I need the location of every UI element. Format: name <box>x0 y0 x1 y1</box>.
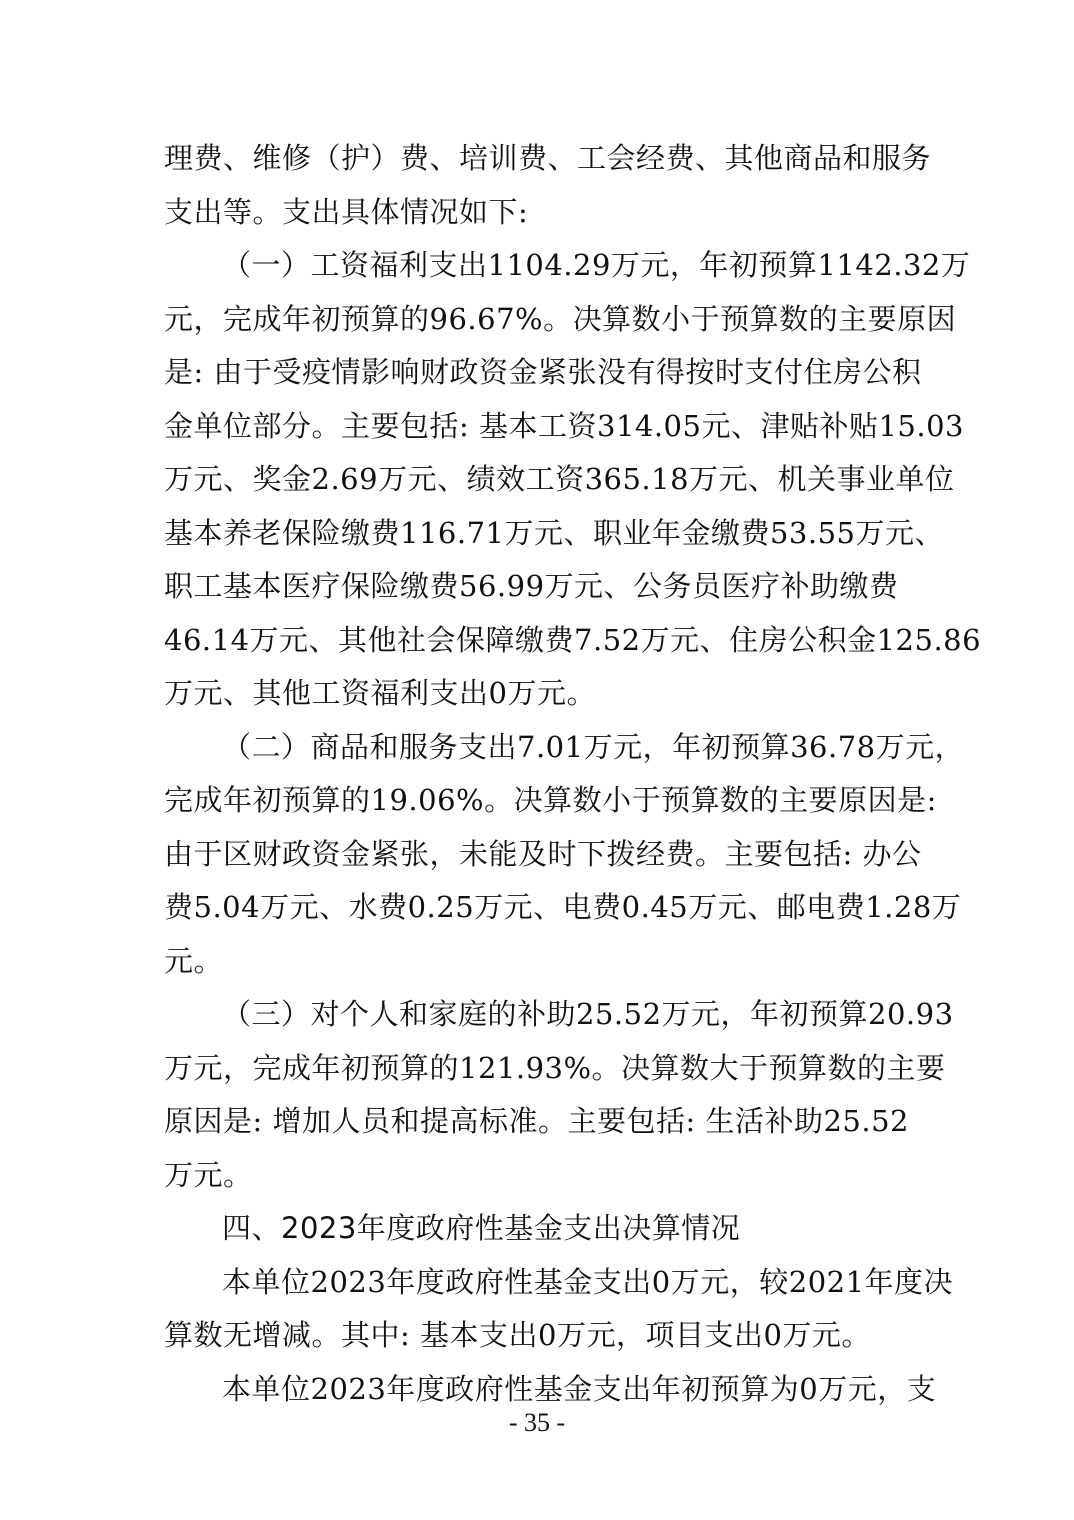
text-line: 是: 由于受疫情影响财政资金紧张没有得按时支付住房公积 <box>164 355 922 389</box>
paragraph-start-fund-budget: 本单位2023年度政府性基金支出年初预算为0万元，支 <box>222 1371 937 1406</box>
page-number: - 35 - <box>508 1408 566 1437</box>
text-line: 元。 <box>164 943 224 978</box>
paragraph-start-fund-expenditure: 本单位2023年度政府性基金支出0万元，较2021年度决 <box>222 1264 954 1299</box>
text-line: 支出等。支出具体情况如下: <box>164 194 529 229</box>
paragraph-start-wages: （一）工资福利支出1104.29万元，年初预算1142.32万 <box>222 248 971 282</box>
text-line: 万元、奖金2.69万元、绩效工资365.18万元、机关事业单位 <box>164 462 955 496</box>
text-line: 原因是: 增加人员和提高标准。主要包括: 生活补助25.52 <box>164 1104 909 1138</box>
text-line: 职工基本医疗保险缴费56.99万元、公务员医疗补助缴费 <box>164 569 899 603</box>
paragraph-start-subsidies: （三）对个人和家庭的补助25.52万元，年初预算20.93 <box>222 997 954 1031</box>
text-line: 理费、维修（护）费、培训费、工会经费、其他商品和服务 <box>164 141 932 175</box>
text-line: 金单位部分。主要包括: 基本工资314.05元、津贴补贴15.03 <box>164 408 964 443</box>
section-heading: 四、2023年度政府性基金支出决算情况 <box>222 1211 741 1245</box>
text-line: 万元。 <box>164 1157 253 1192</box>
text-line: 元，完成年初预算的96.67%。决算数小于预算数的主要原因 <box>164 301 957 336</box>
paragraph-start-goods-services: （二）商品和服务支出7.01万元，年初预算36.78万元， <box>222 729 965 764</box>
document-body <box>164 132 982 1416</box>
text-line: 算数无增减。其中: 基本支出0万元，项目支出0万元。 <box>164 1318 871 1352</box>
text-line: 费5.04万元、水费0.25万元、电费0.45万元、邮电费1.28万 <box>164 890 962 924</box>
text-line: 万元，完成年初预算的121.93%。决算数大于预算数的主要 <box>164 1050 946 1085</box>
text-line: 基本养老保险缴费116.71万元、职业年金缴费53.55万元、 <box>164 515 944 550</box>
text-line: 由于区财政资金紧张，未能及时下拨经费。主要包括: 办公 <box>164 836 922 871</box>
text-line: 万元、其他工资福利支出0万元。 <box>164 676 596 710</box>
text-line: 46.14万元、其他社会保障缴费7.52万元、住房公积金125.86 <box>164 622 982 657</box>
text-line: 完成年初预算的19.06%。决算数小于预算数的主要原因是: <box>164 783 937 817</box>
